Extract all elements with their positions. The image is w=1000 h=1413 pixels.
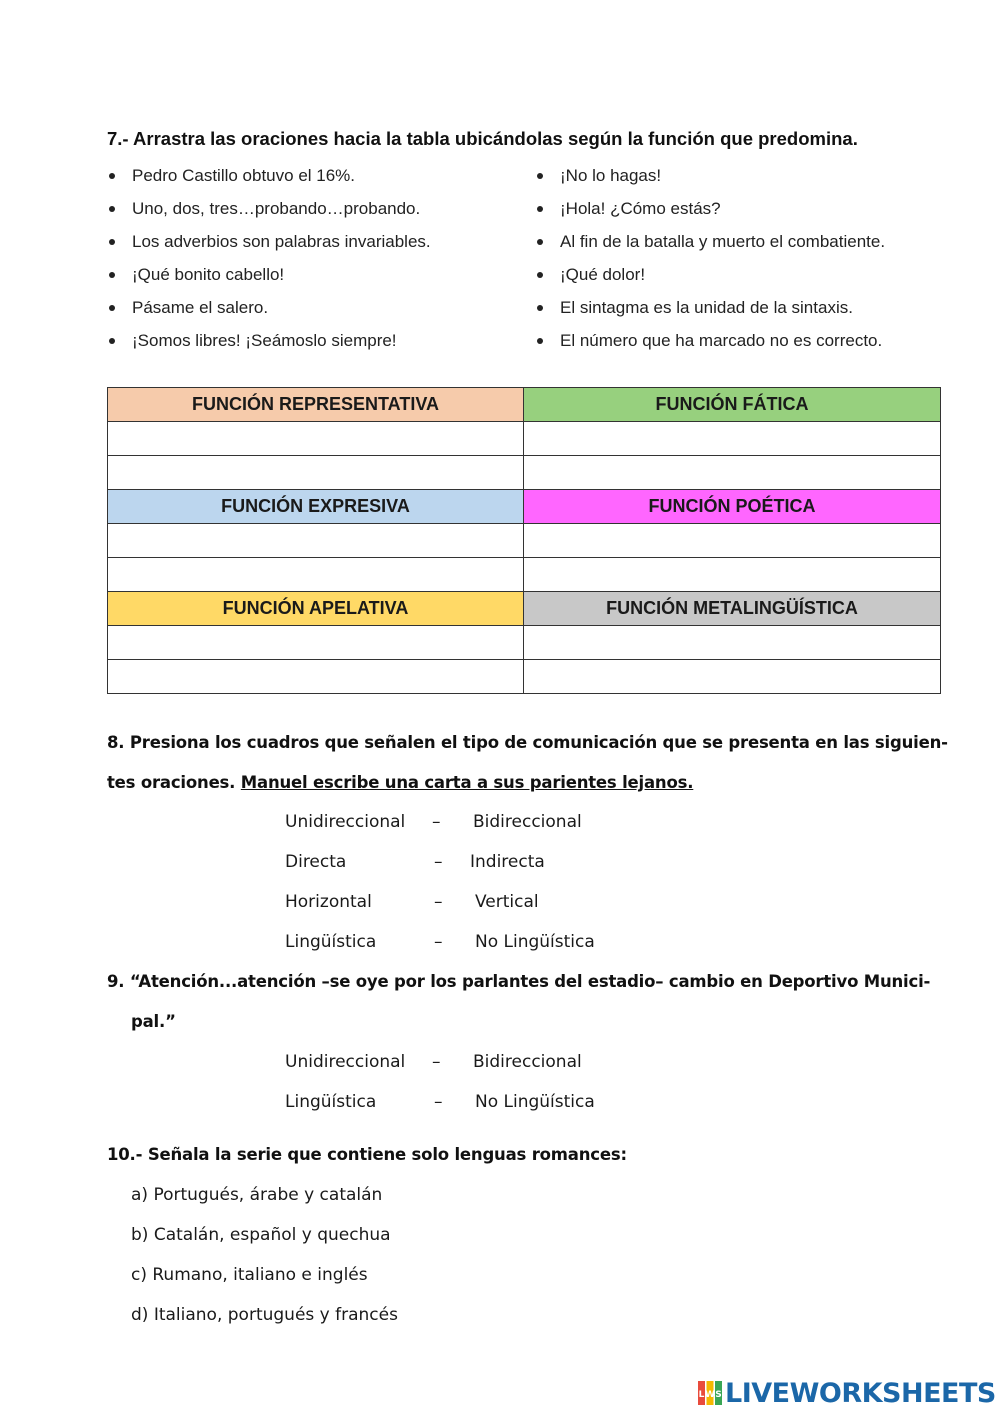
header-funcion-representativa: FUNCIÓN REPRESENTATIVA (108, 388, 524, 422)
option-unidireccional[interactable]: Unidireccional (285, 812, 406, 832)
option-no-linguistica[interactable]: No Lingüística (475, 932, 595, 952)
function-table (107, 387, 941, 694)
option-bidireccional[interactable]: Bidireccional (473, 1052, 582, 1072)
question-7-title: 7.- Arrastra las oraciones hacia la tabla ubicándolas según la función que predomina. (107, 128, 858, 149)
bullet-icon (537, 272, 543, 278)
bullet-icon (537, 239, 543, 245)
option-linguistica[interactable]: Lingüística (285, 1092, 377, 1112)
drop-zone-expresiva[interactable] (108, 524, 524, 558)
answer-d[interactable]: d) Italiano, portugués y francés (131, 1305, 398, 1325)
option-unidireccional[interactable]: Unidireccional (285, 1052, 406, 1072)
drop-zone-apelativa[interactable] (108, 660, 524, 694)
option-bidireccional[interactable]: Bidireccional (473, 812, 582, 832)
liveworksheets-logo (697, 1378, 996, 1408)
liveworksheets-logo-icon (697, 1380, 723, 1406)
question-8-line-1: 8. Presiona los cuadros que señalen el tipo de comunicación que se presenta en las siguien- (107, 733, 948, 752)
drop-zone-apelativa[interactable] (108, 626, 524, 660)
header-funcion-apelativa: FUNCIÓN APELATIVA (108, 592, 524, 626)
bullet-icon (109, 272, 115, 278)
option-dash: – (432, 1052, 441, 1072)
drop-zone-expresiva[interactable] (108, 558, 524, 592)
svg-text:W: W (705, 1390, 715, 1400)
bullet-icon (537, 206, 543, 212)
option-dash: – (432, 812, 441, 832)
bullet-icon (537, 173, 543, 179)
drop-zone-fatica[interactable] (524, 422, 941, 456)
drop-zone-metalinguistica[interactable] (524, 660, 941, 694)
drop-zone-metalinguistica[interactable] (524, 626, 941, 660)
answer-b[interactable]: b) Catalán, español y quechua (131, 1225, 391, 1245)
bullet-icon (109, 239, 115, 245)
header-funcion-poetica: FUNCIÓN POÉTICA (524, 490, 941, 524)
option-horizontal[interactable]: Horizontal (285, 892, 372, 912)
bullet-icon (537, 338, 543, 344)
option-linguistica[interactable]: Lingüística (285, 932, 377, 952)
drop-zone-fatica[interactable] (524, 456, 941, 490)
option-dash: – (434, 892, 443, 912)
question-9-line-2: pal.” (131, 1012, 176, 1031)
drop-zone-poetica[interactable] (524, 558, 941, 592)
header-funcion-metalinguistica: FUNCIÓN METALINGÜÍSTICA (524, 592, 941, 626)
bullet-icon (109, 173, 115, 179)
question-8-prefix: tes oraciones. (107, 773, 236, 792)
option-indirecta[interactable]: Indirecta (470, 852, 545, 872)
option-dash: – (434, 1092, 443, 1112)
option-vertical[interactable]: Vertical (475, 892, 539, 912)
option-no-linguistica[interactable]: No Lingüística (475, 1092, 595, 1112)
bullet-icon (109, 305, 115, 311)
option-directa[interactable]: Directa (285, 852, 347, 872)
liveworksheets-logo-text: LIVEWORKSHEETS (725, 1377, 996, 1409)
question-8-line-2 (107, 773, 693, 792)
svg-text:S: S (715, 1390, 722, 1400)
drop-zone-representativa[interactable] (108, 422, 524, 456)
answer-a[interactable]: a) Portugués, árabe y catalán (131, 1185, 383, 1205)
header-funcion-expresiva: FUNCIÓN EXPRESIVA (108, 490, 524, 524)
header-funcion-fatica: FUNCIÓN FÁTICA (524, 388, 941, 422)
answer-c[interactable]: c) Rumano, italiano e inglés (131, 1265, 368, 1285)
question-9-line-1: 9. “Atención...atención –se oye por los parlantes del estadio– cambio en Deportivo Munici- (107, 972, 931, 991)
question-10-title: 10.- Señala la serie que contiene solo lenguas romances: (107, 1145, 627, 1164)
svg-text:L: L (698, 1390, 705, 1400)
bullet-icon (109, 338, 115, 344)
drop-zone-poetica[interactable] (524, 524, 941, 558)
option-dash: – (434, 852, 443, 872)
option-dash: – (434, 932, 443, 952)
question-8-sentence: Manuel escribe una carta a sus parientes lejanos. (240, 773, 694, 792)
drop-zone-representativa[interactable] (108, 456, 524, 490)
bullet-icon (109, 206, 115, 212)
bullet-icon (537, 305, 543, 311)
